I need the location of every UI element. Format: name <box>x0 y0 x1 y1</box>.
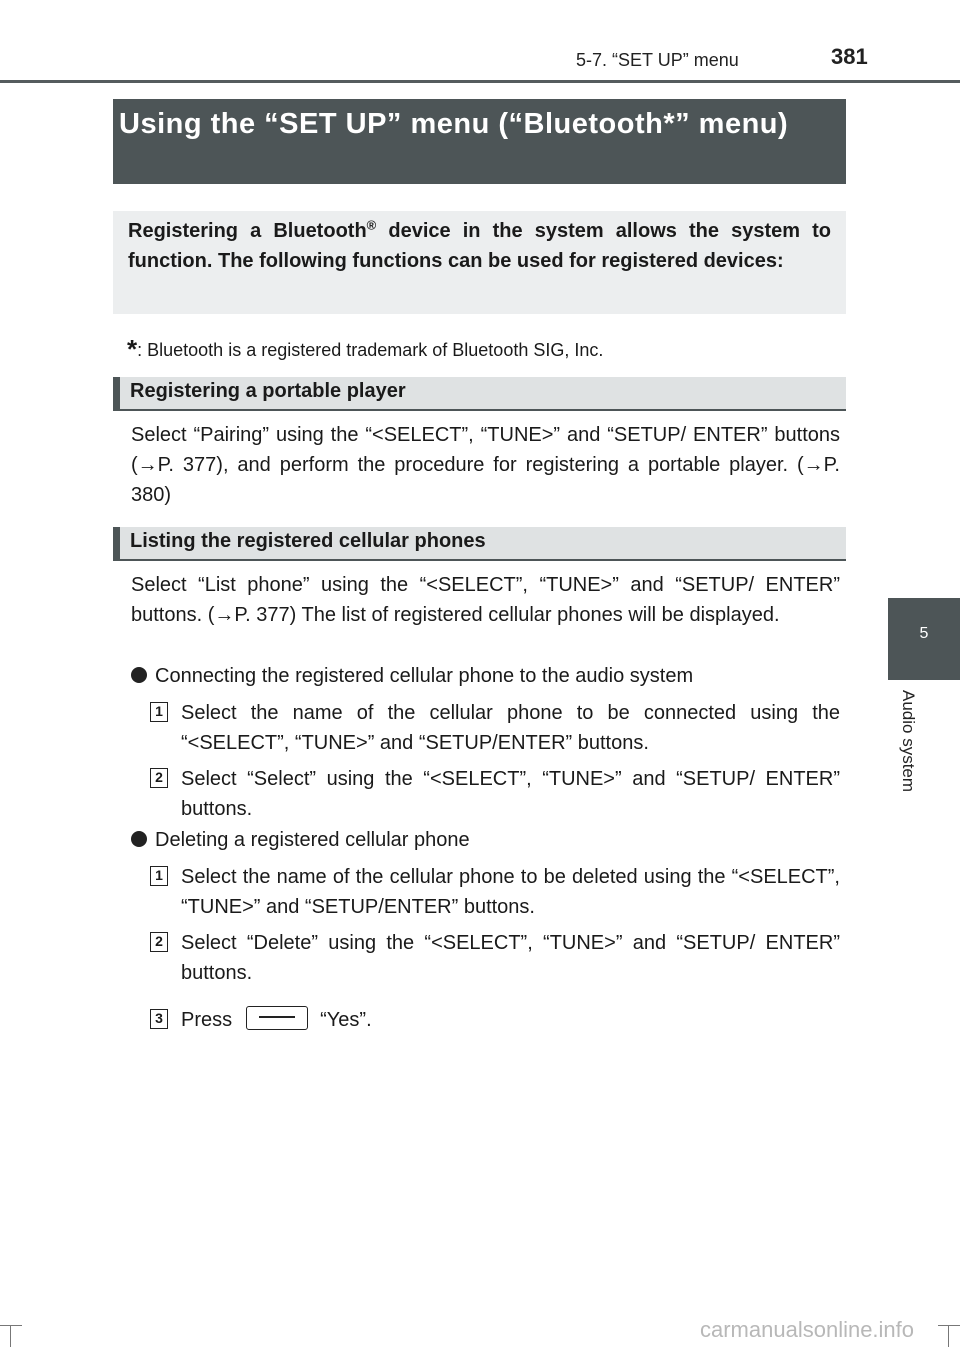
step-text <box>181 1005 840 1035</box>
intro-text-1: Registering a Bluetooth <box>128 220 367 242</box>
bullet-delete <box>131 825 470 855</box>
step-number: 1 <box>150 866 168 886</box>
step-item <box>150 698 840 758</box>
page-title: Using the “SET UP” menu (“Bluetooth*” menu) <box>113 99 846 184</box>
section-title: 5-7. “SET UP” menu <box>576 50 739 70</box>
bullet-connect <box>131 661 693 691</box>
paragraph-list-phones: Select “List phone” using the “<SELECT”, “TUNE>” and “SETUP/ ENTER” buttons. (→P. 377) The list of registered cellular phones will be displayed. <box>131 574 840 626</box>
bullet-text: Connecting the registered cellular phone to the audio system <box>155 665 694 687</box>
paragraph-register-player: Select “Pairing” using the “<SELECT”, “TUNE>” and “SETUP/ ENTER” buttons (→P. 377), and perform the procedure for registering a portable player. (→P. 380) <box>131 424 840 506</box>
step-text-yes: “Yes”. <box>320 1009 372 1031</box>
step-text: Select “Delete” using the “<SELECT”, “TUNE>” and “SETUP/ ENTER” buttons. <box>181 932 840 984</box>
step-item <box>150 928 840 988</box>
page-number: 381 <box>831 44 868 69</box>
crop-mark <box>938 1325 960 1326</box>
crop-mark <box>10 1325 11 1347</box>
intro-box <box>113 211 846 314</box>
chapter-label: Audio system <box>899 690 918 793</box>
step-number: 1 <box>150 702 168 722</box>
bullet-dot-icon <box>131 667 147 683</box>
step-text-press: Press <box>181 1009 233 1031</box>
step-text: Select the name of the cellular phone to be connected using the “<SELECT”, “TUNE>” and “SETUP/ENTER” buttons. <box>181 702 840 754</box>
step-text: Select “Select” using the “<SELECT”, “TUNE>” and “SETUP/ ENTER” buttons. <box>181 768 840 820</box>
heading-register-player: Registering a portable player <box>113 377 846 411</box>
footnote <box>127 334 603 365</box>
header-rule <box>0 80 960 83</box>
intro-text-2: device in the system allows the system to function. The following functions can be used for registered devices: <box>128 220 832 272</box>
crop-mark <box>948 1325 949 1347</box>
step-item <box>150 862 840 922</box>
bullet-dot-icon <box>131 831 147 847</box>
step-text: Select the name of the cellular phone to be deleted using the “<SELECT”, “TUNE>” and “SETUP/ENTER” buttons. <box>181 866 840 918</box>
crop-mark <box>0 1325 22 1326</box>
registered-mark: ® <box>366 217 377 233</box>
bullet-text: Deleting a registered cellular phone <box>155 829 470 851</box>
chapter-tab: 5 <box>888 598 960 680</box>
heading-list-phones: Listing the registered cellular phones <box>113 527 846 561</box>
step-item <box>150 764 840 824</box>
step-number: 2 <box>150 932 168 952</box>
step-number: 2 <box>150 768 168 788</box>
phone-key-icon <box>246 1006 308 1030</box>
watermark: carmanualsonline.info <box>700 1317 915 1342</box>
footnote-text: : Bluetooth is a registered trademark of Bluetooth SIG, Inc. <box>137 340 604 360</box>
step-number: 3 <box>150 1009 168 1029</box>
step-item <box>150 1005 840 1035</box>
footnote-star: * <box>127 334 138 364</box>
